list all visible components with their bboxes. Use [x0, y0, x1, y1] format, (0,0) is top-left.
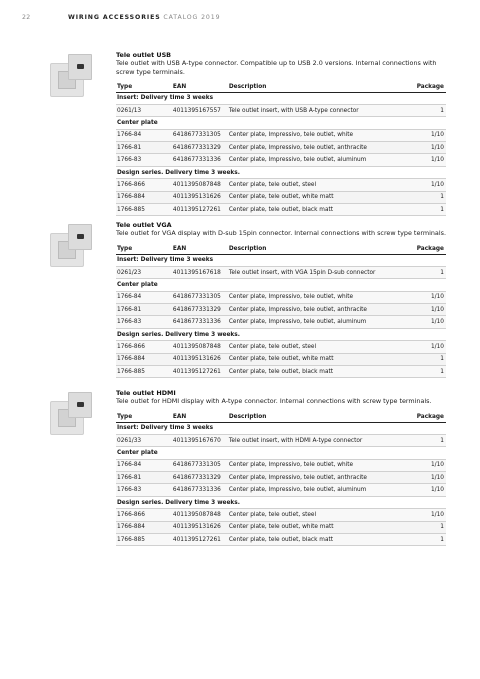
cell-type: 1766-81	[116, 304, 172, 316]
cell-ean: 6418677331336	[172, 484, 228, 496]
cell-package: 1	[416, 191, 446, 203]
cell-description: Center plate, tele outlet, steel	[228, 509, 416, 521]
cell-description: Center plate, tele outlet, white matt	[228, 521, 416, 533]
table-row	[116, 509, 446, 521]
table-row	[116, 304, 446, 316]
cell-description: Tele outlet insert, with USB A-type connector	[228, 104, 416, 116]
cell-type: 1766-84	[116, 291, 172, 303]
cell-package: 1	[416, 521, 446, 533]
cell-type: 0261/13	[116, 104, 172, 116]
group-row	[116, 254, 446, 266]
product-table	[116, 413, 446, 546]
cell-package: 1/10	[416, 129, 446, 141]
product-description: Tele outlet with USB A-type connector. Compatible up to USB 2.0 versions. Internal connections with screw type terminals.	[116, 59, 437, 77]
column-header-type: Type	[116, 83, 172, 92]
table-row	[116, 191, 446, 203]
product-description: Tele outlet for VGA display with D-sub 15pin connector. Internal connections with screw type terminals.	[116, 229, 446, 237]
cell-ean: 4011395087848	[172, 341, 228, 353]
cell-description: Center plate, Impressivo, tele outlet, anthracite	[228, 142, 416, 154]
column-header-description: Description	[228, 413, 416, 422]
table-header-row	[116, 245, 446, 254]
cell-package: 1	[416, 366, 446, 378]
cell-description: Center plate, tele outlet, black matt	[228, 534, 416, 546]
table-row	[116, 179, 446, 191]
product-table	[116, 83, 446, 216]
cell-type: 1766-83	[116, 316, 172, 328]
table-row	[116, 366, 446, 378]
cell-package: 1	[416, 353, 446, 365]
cell-description: Tele outlet insert, with HDMI A-type connector	[228, 434, 416, 446]
cell-type: 1766-81	[116, 142, 172, 154]
table-row	[116, 434, 446, 446]
group-label: Insert: Delivery time 3 weeks	[116, 422, 446, 434]
cell-type: 0261/33	[116, 434, 172, 446]
table-row	[116, 142, 446, 154]
catalog-subtitle: CATALOG 2019	[163, 14, 221, 21]
cell-description: Center plate, Impressivo, tele outlet, aluminum	[228, 154, 416, 166]
connector-port-icon	[77, 402, 84, 407]
page-number: 22	[22, 14, 31, 21]
cell-type: 1766-866	[116, 179, 172, 191]
cell-ean: 4011395167618	[172, 266, 228, 278]
product-title: Tele outlet VGA	[116, 221, 172, 229]
cell-type: 1766-866	[116, 341, 172, 353]
cell-description: Tele outlet insert, with VGA 15pin D-sub connector	[228, 266, 416, 278]
column-header-package: Package	[416, 245, 446, 254]
cell-ean: 4011395167670	[172, 434, 228, 446]
cell-package: 1/10	[416, 472, 446, 484]
product-table	[116, 245, 446, 378]
cell-description: Center plate, tele outlet, white matt	[228, 191, 416, 203]
catalog-title: WIRING ACCESSORIES	[68, 14, 161, 21]
table-row	[116, 353, 446, 365]
cell-package: 1/10	[416, 509, 446, 521]
cell-description: Center plate, Impressivo, tele outlet, white	[228, 459, 416, 471]
connector-port-icon	[77, 64, 84, 69]
cell-ean: 6418677331336	[172, 154, 228, 166]
cell-package: 1/10	[416, 484, 446, 496]
table-row	[116, 341, 446, 353]
cell-type: 1766-84	[116, 459, 172, 471]
outlet-insert-image	[68, 392, 92, 418]
column-header-ean: EAN	[172, 83, 228, 92]
cell-package: 1/10	[416, 142, 446, 154]
cell-type: 0261/23	[116, 266, 172, 278]
cell-ean: 6418677331305	[172, 291, 228, 303]
cell-ean: 4011395167557	[172, 104, 228, 116]
table-row	[116, 104, 446, 116]
cell-package: 1/10	[416, 341, 446, 353]
group-row	[116, 447, 446, 459]
cell-ean: 4011395131626	[172, 521, 228, 533]
product-title: Tele outlet USB	[116, 51, 172, 59]
table-row	[116, 291, 446, 303]
group-row	[116, 117, 446, 129]
product-image	[48, 54, 98, 104]
group-label: Center plate	[116, 447, 446, 459]
table-row	[116, 472, 446, 484]
column-header-type: Type	[116, 245, 172, 254]
cell-type: 1766-83	[116, 484, 172, 496]
cell-ean: 4011395127261	[172, 534, 228, 546]
cell-ean: 6418677331336	[172, 316, 228, 328]
cell-type: 1766-885	[116, 204, 172, 216]
cell-description: Center plate, tele outlet, white matt	[228, 353, 416, 365]
table-row	[116, 484, 446, 496]
cell-description: Center plate, Impressivo, tele outlet, aluminum	[228, 316, 416, 328]
cell-ean: 6418677331305	[172, 459, 228, 471]
cell-description: Center plate, Impressivo, tele outlet, white	[228, 291, 416, 303]
table-header-row	[116, 83, 446, 92]
cell-ean: 6418677331305	[172, 129, 228, 141]
table-row	[116, 459, 446, 471]
column-header-ean: EAN	[172, 413, 228, 422]
group-row	[116, 422, 446, 434]
table-row	[116, 316, 446, 328]
cell-ean: 4011395087848	[172, 179, 228, 191]
group-row	[116, 166, 446, 178]
table-row	[116, 534, 446, 546]
cell-ean: 6418677331329	[172, 472, 228, 484]
cell-type: 1766-885	[116, 534, 172, 546]
product-image	[48, 224, 98, 274]
outlet-insert-image	[68, 54, 92, 80]
column-header-description: Description	[228, 83, 416, 92]
table-row	[116, 204, 446, 216]
column-header-package: Package	[416, 83, 446, 92]
connector-port-icon	[77, 234, 84, 239]
product-title: Tele outlet HDMI	[116, 389, 176, 397]
cell-description: Center plate, tele outlet, steel	[228, 341, 416, 353]
cell-package: 1	[416, 534, 446, 546]
group-label: Center plate	[116, 117, 446, 129]
cell-package: 1	[416, 266, 446, 278]
group-label: Insert: Delivery time 3 weeks	[116, 254, 446, 266]
cell-description: Center plate, tele outlet, black matt	[228, 366, 416, 378]
cell-package: 1/10	[416, 304, 446, 316]
group-label: Insert: Delivery time 3 weeks	[116, 92, 446, 104]
cell-package: 1/10	[416, 316, 446, 328]
cell-type: 1766-84	[116, 129, 172, 141]
cell-type: 1766-866	[116, 509, 172, 521]
cell-type: 1766-885	[116, 366, 172, 378]
cell-ean: 4011395131626	[172, 353, 228, 365]
cell-package: 1	[416, 104, 446, 116]
group-row	[116, 328, 446, 340]
cell-ean: 6418677331329	[172, 304, 228, 316]
product-description: Tele outlet for HDMI display with A-type connector. Internal connections with screw type terminals.	[116, 397, 432, 405]
cell-description: Center plate, Impressivo, tele outlet, white	[228, 129, 416, 141]
cell-ean: 4011395127261	[172, 366, 228, 378]
cell-description: Center plate, tele outlet, steel	[228, 179, 416, 191]
cell-description: Center plate, Impressivo, tele outlet, aluminum	[228, 484, 416, 496]
group-label: Center plate	[116, 279, 446, 291]
cell-package: 1/10	[416, 291, 446, 303]
group-label: Design series. Delivery time 3 weeks.	[116, 496, 446, 508]
cell-type: 1766-884	[116, 521, 172, 533]
column-header-type: Type	[116, 413, 172, 422]
cell-package: 1	[416, 434, 446, 446]
cell-ean: 4011395087848	[172, 509, 228, 521]
table-row	[116, 266, 446, 278]
cell-ean: 6418677331329	[172, 142, 228, 154]
group-label: Design series. Delivery time 3 weeks.	[116, 328, 446, 340]
cell-package: 1	[416, 204, 446, 216]
cell-ean: 4011395127261	[172, 204, 228, 216]
table-header-row	[116, 413, 446, 422]
cell-description: Center plate, tele outlet, black matt	[228, 204, 416, 216]
outlet-insert-image	[68, 224, 92, 250]
group-row	[116, 279, 446, 291]
column-header-description: Description	[228, 245, 416, 254]
table-row	[116, 154, 446, 166]
column-header-package: Package	[416, 413, 446, 422]
table-row	[116, 521, 446, 533]
cell-type: 1766-83	[116, 154, 172, 166]
cell-package: 1/10	[416, 154, 446, 166]
group-row	[116, 92, 446, 104]
cell-type: 1766-81	[116, 472, 172, 484]
cell-type: 1766-884	[116, 353, 172, 365]
cell-package: 1/10	[416, 459, 446, 471]
group-label: Design series. Delivery time 3 weeks.	[116, 166, 446, 178]
group-row	[116, 496, 446, 508]
table-row	[116, 129, 446, 141]
cell-ean: 4011395131626	[172, 191, 228, 203]
page-header	[22, 14, 220, 21]
cell-package: 1/10	[416, 179, 446, 191]
cell-description: Center plate, Impressivo, tele outlet, anthracite	[228, 304, 416, 316]
product-image	[48, 392, 98, 442]
column-header-ean: EAN	[172, 245, 228, 254]
cell-description: Center plate, Impressivo, tele outlet, anthracite	[228, 472, 416, 484]
cell-type: 1766-884	[116, 191, 172, 203]
